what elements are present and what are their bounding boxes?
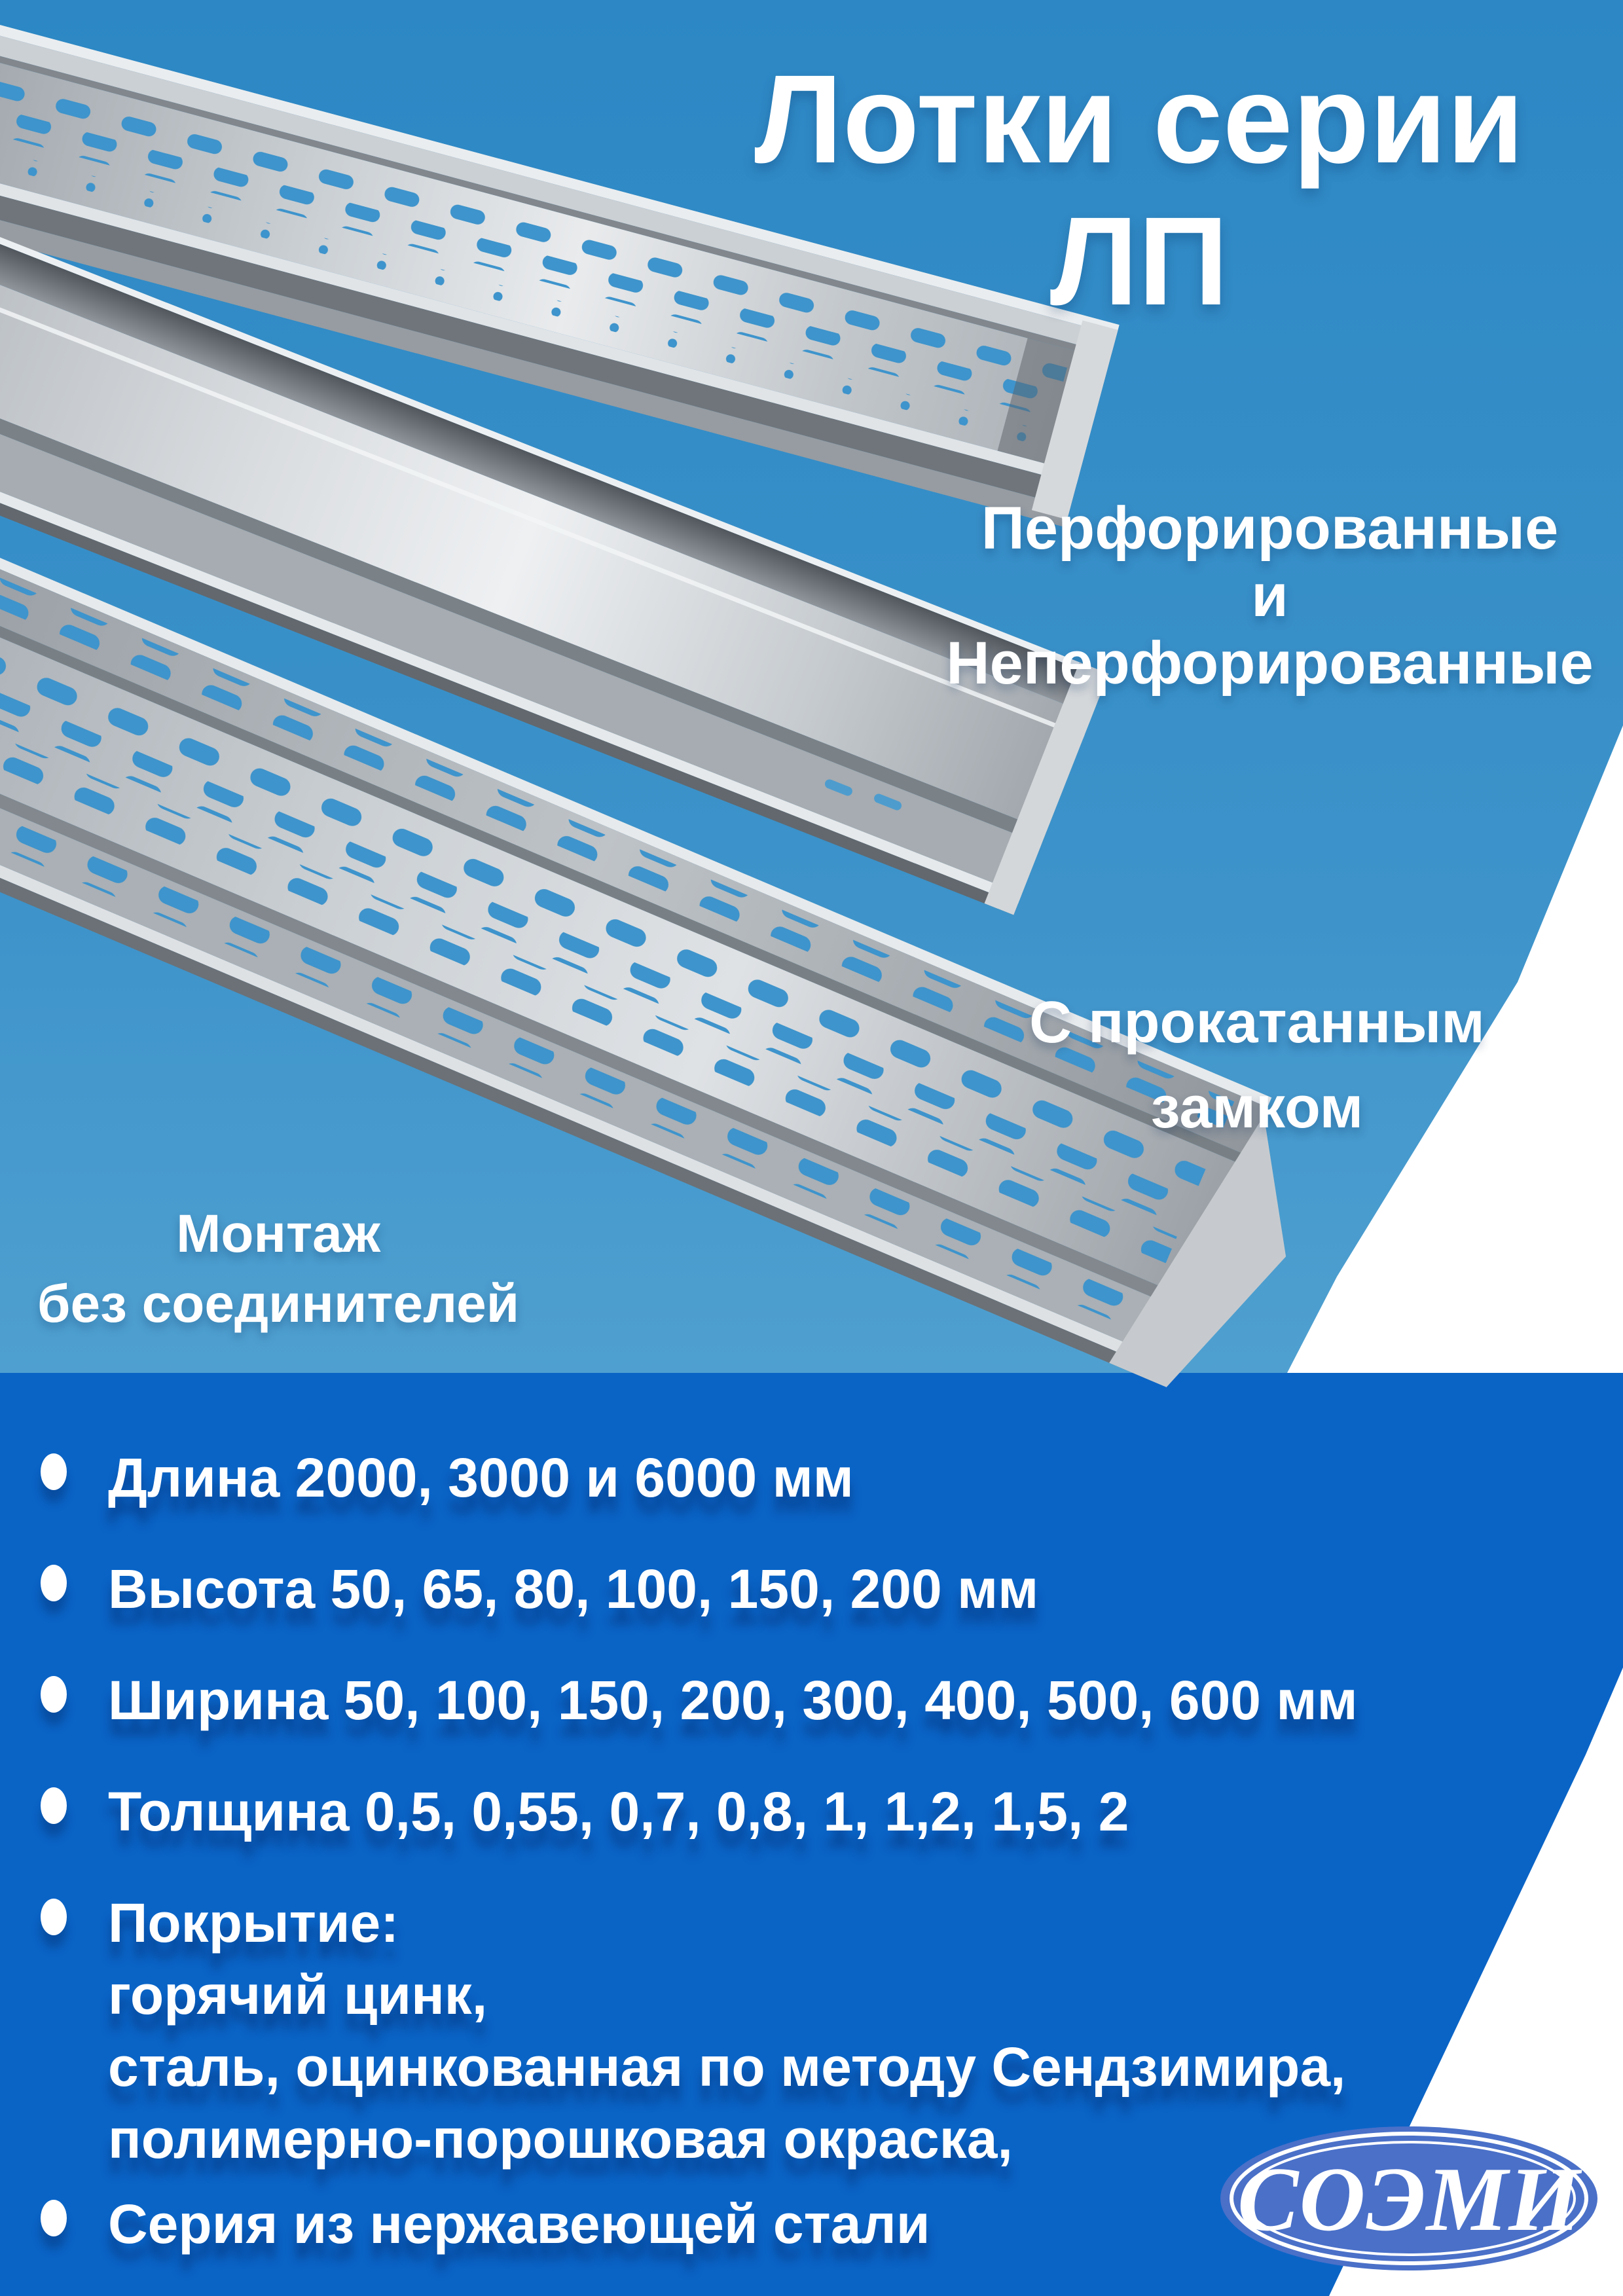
company-logo [1220, 2126, 1597, 2271]
spec-coating [41, 1887, 1345, 2175]
spec-coating-line3: полимерно-порошковая окраска, [108, 2108, 1013, 2170]
label-rolled-lock-line2: замком [1150, 1074, 1364, 1140]
bullet-dot-icon [41, 1565, 67, 1601]
label-montage-line1: Монтаж [176, 1204, 380, 1264]
page-title [668, 48, 1611, 333]
spec-width [41, 1664, 1358, 1736]
bullet-dot-icon [41, 1787, 67, 1824]
spec-stainless [41, 2188, 930, 2260]
spec-thickness [41, 1776, 1129, 1848]
label-montage-line2: без соединителей [37, 1273, 520, 1334]
spec-length-text: Длина 2000, 3000 и 6000 мм [108, 1447, 854, 1508]
label-perforated-line1: Перфорированные [981, 495, 1559, 562]
label-perforated-line2: и [1251, 562, 1288, 630]
bullet-dot-icon [41, 1899, 67, 1935]
label-rolled-lock [936, 981, 1578, 1150]
spec-height-text: Высота 50, 65, 80, 100, 150, 200 мм [108, 1558, 1039, 1620]
label-perforated [917, 495, 1623, 697]
label-perforated-line3: Неперфорированные [946, 630, 1594, 697]
bullet-dot-icon [41, 1453, 67, 1490]
bullet-dot-icon [41, 2200, 67, 2236]
page-title-line2: ЛП [1049, 190, 1229, 331]
spec-width-text: Ширина 50, 100, 150, 200, 300, 400, 500, 600 мм [108, 1669, 1358, 1731]
spec-coating-line1: горячий цинк, [108, 1964, 488, 2026]
page-title-line1: Лотки серии [754, 48, 1524, 189]
label-rolled-lock-line1: С прокатанным [1029, 990, 1485, 1055]
bullet-dot-icon [41, 1676, 67, 1713]
spec-length [41, 1442, 854, 1514]
spec-coating-title: Покрытие: [108, 1892, 399, 1954]
spec-coating-text [108, 1887, 1345, 2175]
spec-thickness-text: Толщина 0,5, 0,55, 0,7, 0,8, 1, 1,2, 1,5, 2 [108, 1781, 1129, 1842]
logo-text: СОЭМИ [1237, 2149, 1580, 2250]
label-montage [20, 1199, 537, 1339]
spec-coating-line2: сталь, оцинкованная по методу Сендзимира, [108, 2036, 1346, 2098]
spec-stainless-text: Серия из нержавеющей стали [108, 2193, 930, 2255]
spec-height [41, 1553, 1038, 1625]
